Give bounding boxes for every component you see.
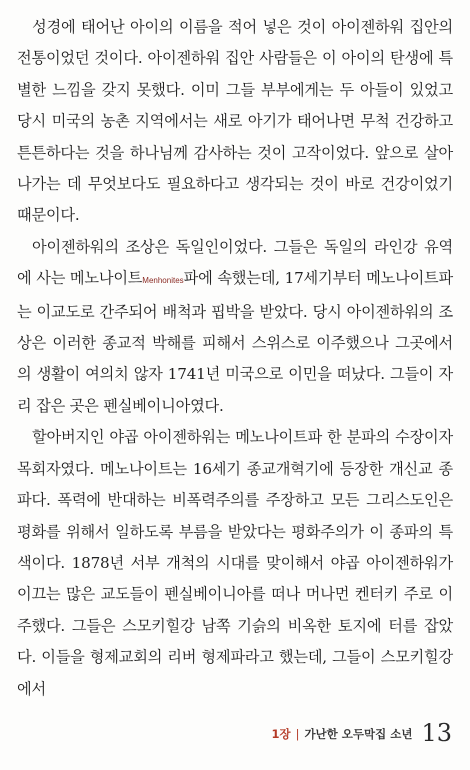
paragraph-3-text: 할아버지인 야곱 아이젠하워는 메노나이트파 한 분파의 수장이자 목회자였다. 메노나이트는 16세기 종교개혁기에 등장한 개신교 종파다. 폭력에 반대하는 비폭력주의를 주장하고 모든 그리스도인은 평화를 위해서 일하도록 부름을 받았다는 평화주의가 이 종파의 특색이다. 1878년 서부 개척의 시대를 맞이해서 야곱 아이젠하워가 이끄는 많은 교도들이 펜실베이니아를 떠나 머나먼 켄터키 주로 이주했다. 그들은 스모키힐강 남쪽 기슭의 비옥한 토지에 터를 잡았다. 이들을 형제교회의 리버 형제파라고 했는데, 그들이 스모키힐강에서 [17,428,453,698]
paragraph-3 [17,422,453,705]
page-footer [271,716,452,747]
page-number: 13 [421,719,452,747]
paragraph-2 [17,232,453,422]
paragraph-2-text-after: 파에 속했는데, 17세기부터 메노나이트파는 이교도로 간주되어 배척과 핍박을 받았다. 당시 아이젠하워의 조상은 이러한 종교적 박해를 피해서 스위스로 이주했으나 그곳에서의 생활이 여의치 않자 1741년 미국으로 이민을 떠났다. 그들이 자리 잡은 곳은 펜실베이니아였다. [17,269,453,415]
chapter-number: 1장 [271,727,291,741]
paragraph-1-text: 성경에 태어난 아이의 이름을 적어 넣은 것이 아이젠하워 집안의 전통이었던 것이다. 아이젠하워 집안 사람들은 이 아이의 탄생에 특별한 느낌을 갖지 못했다. 이미 그들 부부에게는 두 아들이 있었고 당시 미국의 농촌 지역에서는 새로 아기가 태어나면 무척 건강하고 튼튼하다는 것을 하나님께 감사하는 것이 고작이었다. 앞으로 살아나가는 데 무엇보다도 필요하다고 생각되는 것이 바로 건강이었기 때문이다. [17,18,453,225]
paragraph-2-text-before: 아이젠하워의 조상은 독일인이었다. 그들은 독일의 라인강 유역에 사는 메노나이트 [17,237,453,288]
menhonites-annotation: Menhonites [142,276,184,286]
chapter-title: 가난한 오두막집 소년 [304,727,413,741]
body-text [17,12,453,705]
footer-separator: | [295,727,300,741]
paragraph-1 [17,12,453,232]
